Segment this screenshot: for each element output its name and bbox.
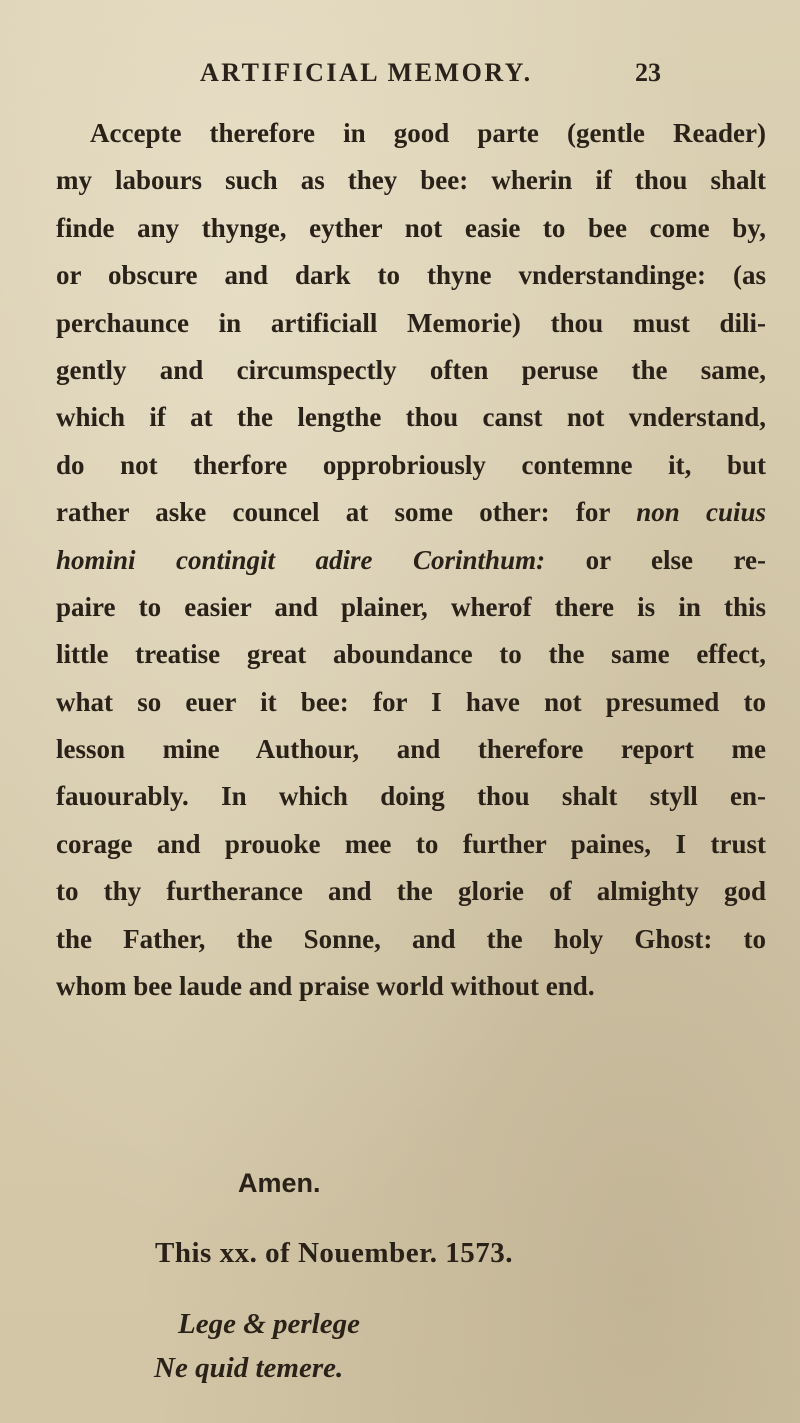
amen-line: Amen. [238,1168,321,1198]
text-line-16: corage and prouoke mee to further paines, I trust [56,828,766,859]
motto-line-2: Ne quid temere. [154,1352,344,1384]
text-line-5: perchaunce in artificiall Memorie) thou must dili- [56,307,766,338]
text-line-19: whom bee laude and praise world without end. [56,971,595,1002]
date-line: This xx. of Nouember. 1573. [155,1237,514,1269]
text-line-2: my labours such as they bee: wherin if thou shalt [56,165,766,196]
text-line-10-italic: homini contingit adire Corinthum: [56,544,546,575]
text-line-18: the Father, the Sonne, and the holy Ghost: to [56,923,766,954]
body-paragraph [56,110,766,1010]
text-line-15: fauourably. In which doing thou shalt styll en- [56,781,766,812]
text-line-11: paire to easier and plainer, wherof there is in this [56,591,766,622]
text-line-6: gently and circumspectly often peruse the same, [56,354,766,385]
page-number: 23 [635,58,661,87]
text-line-7: which if at the lengthe thou canst not vnderstand, [56,402,766,433]
text-line-9 [56,489,766,536]
text-line-8: do not therfore opprobriously contemne it, but [56,449,766,480]
text-line-9-roman: rather aske councel at some other: for [56,497,610,528]
text-line-3: finde any thynge, eyther not easie to bee come by, [56,212,766,243]
text-line-14: lesson mine Authour, and therefore report me [56,734,766,765]
text-line-10 [56,537,766,584]
text-line-17: to thy furtherance and the glorie of almighty god [56,876,766,907]
running-title: ARTIFICIAL MEMORY. [200,58,533,87]
text-line-1: Accepte therefore in good parte (gentle Reader) [90,118,766,148]
text-line-12: little treatise great aboundance to the same effect, [56,639,766,670]
text-line-4: or obscure and dark to thyne vnderstandinge: (as [56,260,766,291]
motto-line-1: Lege & perlege [178,1308,360,1340]
text-line-9-italic: non cuius [636,497,766,528]
text-line-10-roman: or else re- [585,544,766,575]
text-line-13: what so euer it bee: for I have not presumed to [56,686,766,717]
